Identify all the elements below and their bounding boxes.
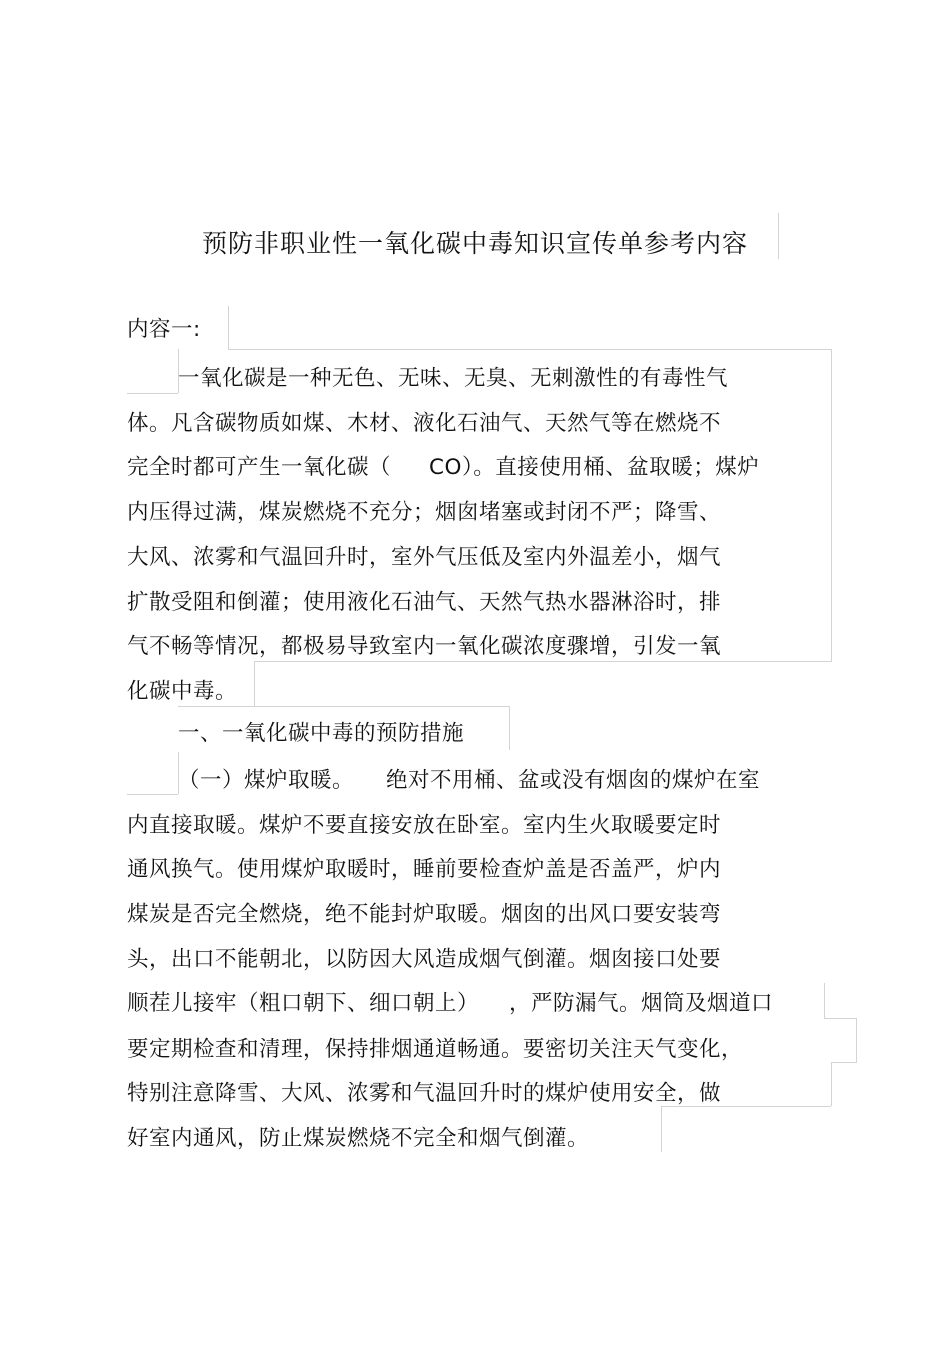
text-segment: CO）。直接使用桶、盆取暖；煤炉 bbox=[429, 455, 760, 480]
paragraph-line: 好室内通风，防止煤炭燃烧不完全和烟气倒灌。 bbox=[127, 1126, 590, 1151]
paragraph-line: 体。凡含碳物质如煤、木材、液化石油气、天然气等在燃烧不 bbox=[127, 411, 722, 436]
guide-line bbox=[831, 1062, 856, 1063]
text-segment: 绝对不用桶、盆或没有烟囱的煤炉在室 bbox=[386, 768, 761, 793]
paragraph-line: 内压得过满，煤炭燃烧不充分；烟囱堵塞或封闭不严；降雪、 bbox=[127, 500, 722, 525]
guide-line bbox=[661, 1106, 662, 1152]
section-label: 内容一: bbox=[127, 317, 201, 342]
guide-line bbox=[831, 1062, 832, 1106]
guide-line bbox=[228, 306, 229, 350]
guide-line bbox=[254, 661, 255, 707]
paragraph-line: 气不畅等情况，都极易导致室内一氧化碳浓度骤增，引发一氧 bbox=[127, 634, 722, 659]
paragraph-line: 通风换气。使用煤炉取暖时，睡前要检查炉盖是否盖严，炉内 bbox=[127, 857, 722, 882]
paragraph-line: 大风、浓雾和气温回升时，室外气压低及室内外温差小，烟气 bbox=[127, 545, 722, 570]
paragraph-line: 特别注意降雪、大风、浓雾和气温回升时的煤炉使用安全，做 bbox=[127, 1081, 722, 1106]
paragraph-line bbox=[178, 766, 760, 796]
guide-line bbox=[824, 983, 825, 1019]
paragraph-line: 化碳中毒。 bbox=[127, 679, 238, 704]
page-title: 预防非职业性一氧化碳中毒知识宣传单参考内容 bbox=[201, 229, 748, 258]
guide-line bbox=[127, 794, 178, 795]
paragraph-line bbox=[127, 989, 773, 1019]
paragraph-line: 要定期检查和清理，保持排烟通道畅通。要密切关注天气变化， bbox=[127, 1037, 744, 1062]
guide-line bbox=[509, 706, 510, 750]
guide-line bbox=[831, 349, 832, 662]
text-segment: 顺茬儿接牢（粗口朝下、细口朝上） bbox=[127, 991, 480, 1016]
item-label: （一）煤炉取暖。 bbox=[178, 768, 355, 793]
paragraph-line: 扩散受阻和倒灌；使用液化石油气、天然气热水器淋浴时，排 bbox=[127, 590, 722, 615]
paragraph-line: 一氧化碳是一种无色、无味、无臭、无刺激性的有毒性气 bbox=[178, 366, 729, 391]
text-segment: 完全时都可产生一氧化碳（ bbox=[127, 455, 392, 480]
paragraph-line bbox=[127, 453, 759, 483]
guide-line bbox=[127, 393, 178, 394]
guide-line bbox=[856, 1018, 857, 1063]
section-heading: 一、一氧化碳中毒的预防措施 bbox=[178, 721, 465, 746]
paragraph-line: 内直接取暖。煤炉不要直接安放在卧室。室内生火取暖要定时 bbox=[127, 813, 722, 838]
paragraph-line: 头，出口不能朝北，以防因大风造成烟气倒灌。烟囱接口处要 bbox=[127, 947, 722, 972]
guide-line bbox=[824, 1018, 856, 1019]
text-segment: ，严防漏气。烟筒及烟道口 bbox=[509, 991, 774, 1016]
guide-line bbox=[228, 349, 831, 350]
paragraph-line: 煤炭是否完全燃烧，绝不能封炉取暖。烟囱的出风口要安装弯 bbox=[127, 902, 722, 927]
